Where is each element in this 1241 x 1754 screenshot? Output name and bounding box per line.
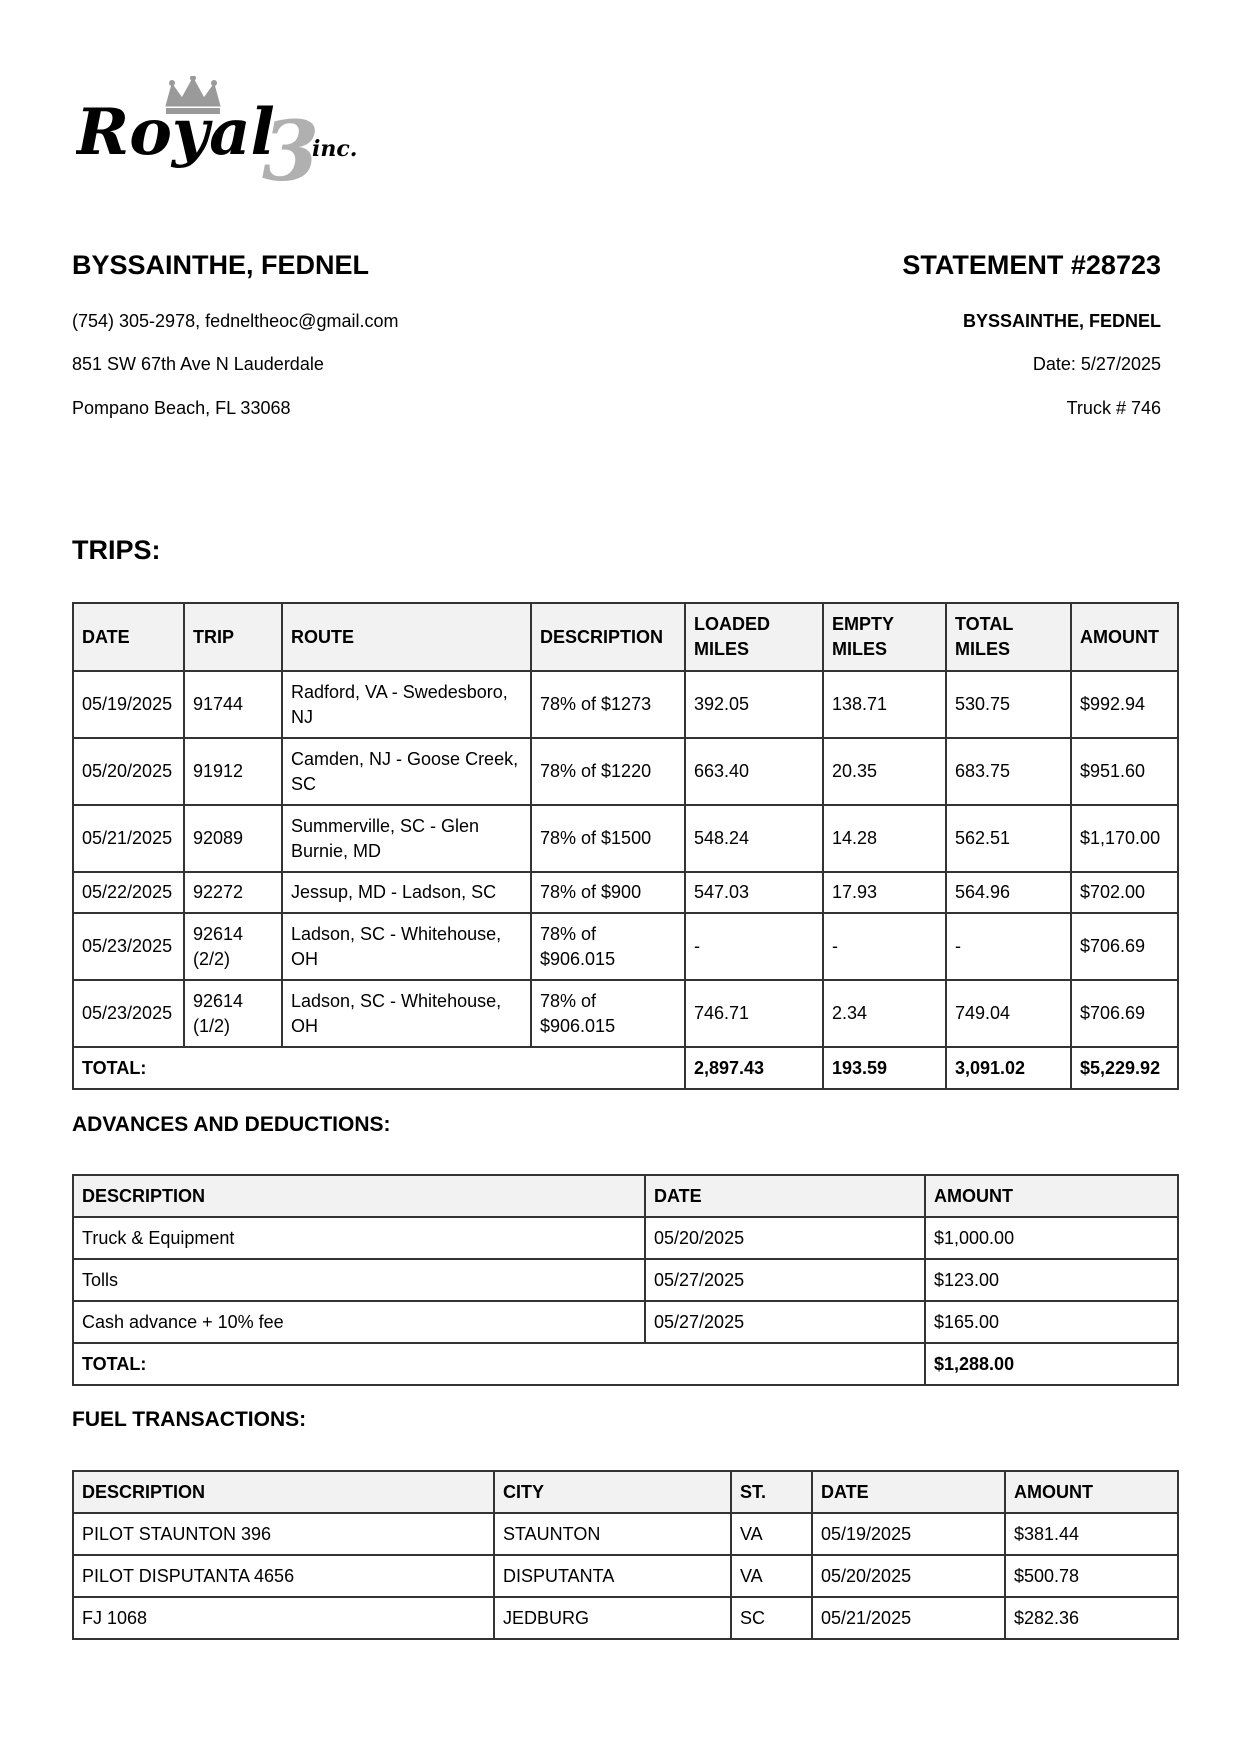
trip-loaded-miles: 663.40 [685, 738, 823, 805]
logo-word: Royal [76, 95, 275, 170]
trip-empty-miles: 2.34 [823, 980, 946, 1047]
trip-route: Ladson, SC - Whitehouse, OH [282, 913, 531, 980]
driver-address-line1: 851 SW 67th Ave N Lauderdale [72, 354, 324, 374]
trip-empty-miles: 14.28 [823, 805, 946, 872]
trips-total-miles: 3,091.02 [946, 1047, 1071, 1089]
fuel-title: FUEL TRANSACTIONS: [72, 1408, 307, 1431]
trip-description: 78% of $1273 [531, 671, 685, 738]
advances-total-label: TOTAL: [73, 1343, 925, 1385]
trip-date: 05/21/2025 [73, 805, 184, 872]
statement-driver-name: BYSSAINTHE, FEDNEL [962, 311, 1161, 331]
trip-loaded-miles: 392.05 [685, 671, 823, 738]
statement-date: Date: 5/27/2025 [1032, 354, 1161, 374]
fuel-date: 05/21/2025 [812, 1597, 1005, 1639]
logo-suffix: inc. [312, 136, 358, 162]
fuel-state: VA [731, 1513, 812, 1555]
trip-total-miles: - [946, 913, 1071, 980]
table-row [73, 738, 1178, 805]
trip-number: 91912 [184, 738, 282, 805]
col-description: DESCRIPTION [73, 1175, 645, 1217]
col-state: ST. [731, 1471, 812, 1513]
table-row [73, 671, 1178, 738]
trip-empty-miles: - [823, 913, 946, 980]
statement-title: STATEMENT #28723 [902, 250, 1161, 280]
fuel-city: JEDBURG [494, 1597, 731, 1639]
trip-number: 92614 (2/2) [184, 913, 282, 980]
trip-total-miles: 530.75 [946, 671, 1071, 738]
trips-total-amount: $5,229.92 [1071, 1047, 1178, 1089]
fuel-table [72, 1470, 1179, 1640]
advances-header-row [73, 1175, 1178, 1217]
fuel-date: 05/19/2025 [812, 1513, 1005, 1555]
col-total-miles: TOTAL MILES [946, 603, 1071, 671]
table-row [73, 805, 1178, 872]
advance-amount: $165.00 [925, 1301, 1178, 1343]
table-row [73, 913, 1178, 980]
logo-number: 3 [262, 104, 320, 194]
trip-date: 05/22/2025 [73, 872, 184, 913]
col-empty-miles: EMPTY MILES [823, 603, 946, 671]
trip-route: Camden, NJ - Goose Creek, SC [282, 738, 531, 805]
fuel-state: SC [731, 1597, 812, 1639]
col-description: DESCRIPTION [73, 1471, 494, 1513]
col-city: CITY [494, 1471, 731, 1513]
advance-amount: $123.00 [925, 1259, 1178, 1301]
statement-truck: Truck # 746 [1066, 398, 1161, 418]
trip-route: Radford, VA - Swedesboro, NJ [282, 671, 531, 738]
trip-empty-miles: 20.35 [823, 738, 946, 805]
col-amount: AMOUNT [1071, 603, 1178, 671]
fuel-city: STAUNTON [494, 1513, 731, 1555]
col-route: ROUTE [282, 603, 531, 671]
trip-date: 05/19/2025 [73, 671, 184, 738]
trips-total-loaded: 2,897.43 [685, 1047, 823, 1089]
driver-address-line2: Pompano Beach, FL 33068 [72, 398, 291, 418]
trip-amount: $702.00 [1071, 872, 1178, 913]
fuel-state: VA [731, 1555, 812, 1597]
trip-empty-miles: 138.71 [823, 671, 946, 738]
trip-total-miles: 749.04 [946, 980, 1071, 1047]
table-row [73, 1217, 1178, 1259]
fuel-header-row [73, 1471, 1178, 1513]
advance-date: 05/20/2025 [645, 1217, 925, 1259]
advance-date: 05/27/2025 [645, 1301, 925, 1343]
trip-amount: $706.69 [1071, 980, 1178, 1047]
fuel-amount: $500.78 [1005, 1555, 1178, 1597]
advances-title: ADVANCES AND DEDUCTIONS: [72, 1113, 391, 1136]
trip-route: Ladson, SC - Whitehouse, OH [282, 980, 531, 1047]
trip-amount: $951.60 [1071, 738, 1178, 805]
trip-description: 78% of $906.015 [531, 913, 685, 980]
trip-total-miles: 562.51 [946, 805, 1071, 872]
col-date: DATE [645, 1175, 925, 1217]
trip-empty-miles: 17.93 [823, 872, 946, 913]
table-row [73, 980, 1178, 1047]
trip-route: Jessup, MD - Ladson, SC [282, 872, 531, 913]
fuel-amount: $282.36 [1005, 1597, 1178, 1639]
col-description: DESCRIPTION [531, 603, 685, 671]
fuel-city: DISPUTANTA [494, 1555, 731, 1597]
col-date: DATE [73, 603, 184, 671]
trip-number: 91744 [184, 671, 282, 738]
trips-total-label: TOTAL: [73, 1047, 685, 1089]
col-amount: AMOUNT [1005, 1471, 1178, 1513]
advance-description: Tolls [73, 1259, 645, 1301]
table-row [73, 1301, 1178, 1343]
advances-total-row [73, 1343, 1178, 1385]
trip-total-miles: 564.96 [946, 872, 1071, 913]
trip-loaded-miles: 746.71 [685, 980, 823, 1047]
fuel-date: 05/20/2025 [812, 1555, 1005, 1597]
trip-date: 05/20/2025 [73, 738, 184, 805]
trip-total-miles: 683.75 [946, 738, 1071, 805]
trip-description: 78% of $1500 [531, 805, 685, 872]
table-row [73, 1259, 1178, 1301]
trip-number: 92614 (1/2) [184, 980, 282, 1047]
fuel-description: PILOT DISPUTANTA 4656 [73, 1555, 494, 1597]
trip-amount: $1,170.00 [1071, 805, 1178, 872]
trip-date: 05/23/2025 [73, 980, 184, 1047]
trips-header-row [73, 603, 1178, 671]
advance-description: Truck & Equipment [73, 1217, 645, 1259]
fuel-description: FJ 1068 [73, 1597, 494, 1639]
driver-name: BYSSAINTHE, FEDNEL [72, 250, 370, 280]
advances-table [72, 1174, 1179, 1386]
trip-description: 78% of $1220 [531, 738, 685, 805]
col-loaded-miles: LOADED MILES [685, 603, 823, 671]
advance-description: Cash advance + 10% fee [73, 1301, 645, 1343]
trip-date: 05/23/2025 [73, 913, 184, 980]
advances-total-amount: $1,288.00 [925, 1343, 1178, 1385]
col-date: DATE [812, 1471, 1005, 1513]
trips-total-empty: 193.59 [823, 1047, 946, 1089]
table-row [73, 1555, 1178, 1597]
trip-amount: $992.94 [1071, 671, 1178, 738]
trips-title: TRIPS: [72, 535, 161, 565]
trip-loaded-miles: 548.24 [685, 805, 823, 872]
company-logo [76, 76, 386, 194]
col-trip: TRIP [184, 603, 282, 671]
trip-amount: $706.69 [1071, 913, 1178, 980]
trip-loaded-miles: - [685, 913, 823, 980]
advance-amount: $1,000.00 [925, 1217, 1178, 1259]
table-row [73, 872, 1178, 913]
trip-number: 92272 [184, 872, 282, 913]
fuel-description: PILOT STAUNTON 396 [73, 1513, 494, 1555]
trip-route: Summerville, SC - Glen Burnie, MD [282, 805, 531, 872]
trip-description: 78% of $906.015 [531, 980, 685, 1047]
advance-date: 05/27/2025 [645, 1259, 925, 1301]
table-row [73, 1597, 1178, 1639]
fuel-amount: $381.44 [1005, 1513, 1178, 1555]
trips-table [72, 602, 1179, 1090]
driver-contact: (754) 305-2978, fedneltheoc@gmail.com [72, 311, 399, 331]
trips-total-row [73, 1047, 1178, 1089]
trip-loaded-miles: 547.03 [685, 872, 823, 913]
col-amount: AMOUNT [925, 1175, 1178, 1217]
table-row [73, 1513, 1178, 1555]
trip-description: 78% of $900 [531, 872, 685, 913]
trip-number: 92089 [184, 805, 282, 872]
